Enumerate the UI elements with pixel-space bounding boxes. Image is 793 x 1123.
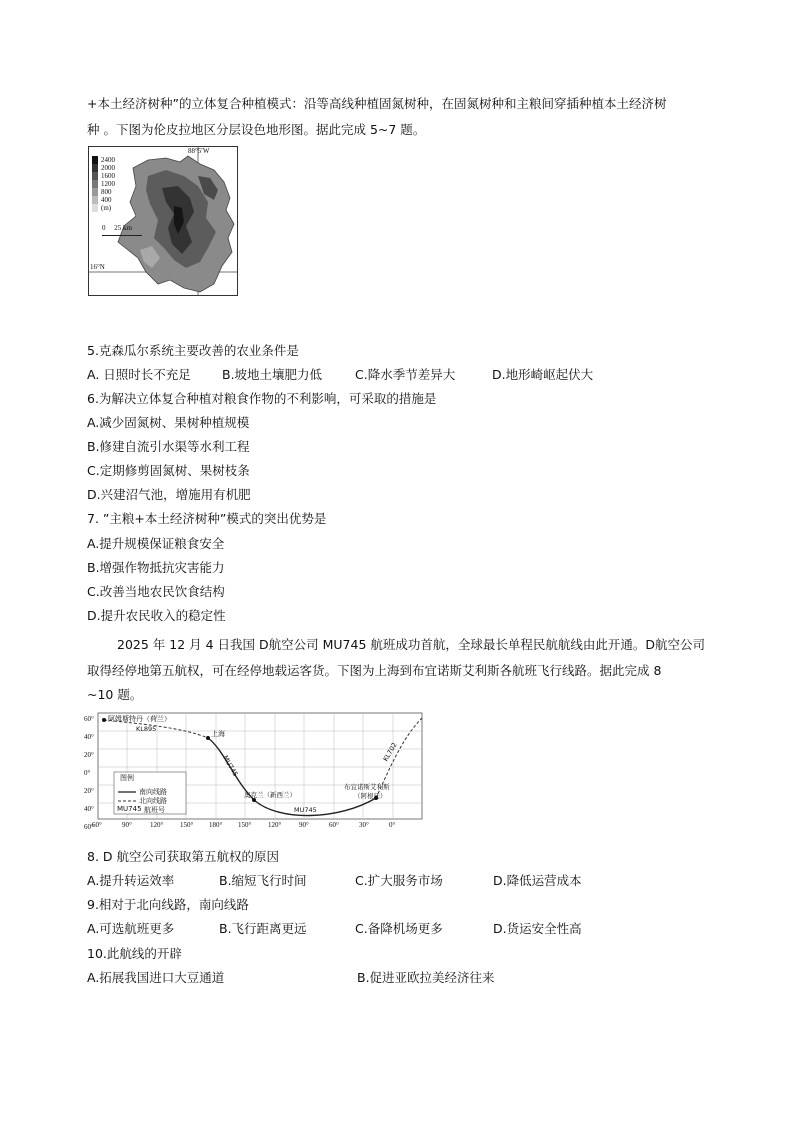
auckland-label: 奥克兰（新西兰） [244, 791, 296, 799]
legend-value-800: 800 [101, 188, 112, 196]
q7-option-d[interactable]: D.提升农民收入的稳定性 [87, 608, 226, 623]
y-label-60s: 60° [84, 823, 94, 831]
legend-code-text: 航班号 [144, 806, 165, 814]
q8-option-b[interactable]: B.缩短飞行时间 [219, 873, 307, 888]
q9-stem: 9.相对于北向线路，南向线路 [87, 897, 249, 912]
x-label-10: 30° [359, 821, 369, 829]
q5-option-c[interactable]: C.降水季节差异大 [355, 367, 456, 382]
q5-options [87, 366, 727, 384]
legend-value-400: 400 [101, 196, 112, 204]
y-label-0: 0° [84, 769, 91, 777]
q10-option-b[interactable]: B.促进亚欧拉美经济往来 [357, 970, 495, 985]
passage2-line-3: ~10 题。 [87, 687, 143, 702]
q10-options [87, 969, 727, 987]
q9-option-d[interactable]: D.货运安全性高 [493, 921, 582, 936]
q9-option-c[interactable]: C.备降机场更多 [355, 921, 443, 936]
legend-unit: (m) [101, 204, 112, 212]
x-label-6: 150° [238, 821, 252, 829]
scale-bar [102, 233, 142, 236]
legend-value-1600: 1600 [101, 172, 115, 180]
passage2-line-2: 取得经停地第五航权，可在经停地载运客货。下图为上海到布宜诺斯艾利斯各航班飞行线路。据此完成 8 [87, 663, 662, 678]
q10-option-a[interactable]: A.拓展我国进口大豆通道 [87, 970, 225, 985]
amsterdam-label: 阿姆斯特丹（荷兰） [108, 715, 171, 723]
q8-option-d[interactable]: D.降低运营成本 [493, 873, 582, 888]
passage2-line-1: 2025 年 12 月 4 日我国 D航空公司 MU745 航班成功首航，全球最长单程民航航线由此开通。D航空公司 [117, 637, 706, 652]
shanghai-point [206, 736, 210, 740]
legend-south: 南向线路 [139, 788, 167, 796]
x-label-9: 60° [329, 821, 339, 829]
q8-options [87, 872, 727, 890]
x-label-8: 90° [299, 821, 309, 829]
latitude-label: 16°N [90, 263, 105, 271]
flight-mu745-b: MU745 [294, 806, 317, 814]
amsterdam-point [102, 718, 106, 722]
q10-stem: 10.此航线的开辟 [87, 946, 182, 961]
q6-option-b[interactable]: B.修建自流引水渠等水利工程 [87, 439, 250, 454]
elevation-legend [92, 156, 98, 212]
q6-option-c[interactable]: C.定期修剪固氮树、果树枝条 [87, 463, 250, 478]
y-label-20s: 20° [84, 787, 94, 795]
buenos-aires-label: 布宜诺斯艾利斯 [344, 783, 390, 791]
q5-option-d[interactable]: D.地形崎岖起伏大 [492, 367, 594, 382]
q8-stem: 8. D 航空公司获取第五航权的原因 [87, 849, 279, 864]
q5-option-b[interactable]: B.坡地土壤肥力低 [222, 367, 323, 382]
x-label-7: 120° [268, 821, 282, 829]
q9-option-a[interactable]: A.可选航班更多 [87, 921, 175, 936]
q6-option-d[interactable]: D.兴建沼气池，增施用有机肥 [87, 487, 251, 502]
shanghai-label: 上海 [211, 730, 225, 738]
legend-north: 北向线路 [139, 797, 167, 805]
q7-option-c[interactable]: C.改善当地农民饮食结构 [87, 584, 225, 599]
q7-option-a[interactable]: A.提升规模保证粮食安全 [87, 536, 225, 551]
y-label-60n: 60° [84, 715, 94, 723]
x-label-11: 0° [389, 821, 396, 829]
intro-line-1: +本土经济树种”的立体复合种植模式：沿等高线种植固氮树种，在固氮树种和主粮间穿插种植本土经济树 [87, 96, 667, 111]
q7-option-b[interactable]: B.增强作物抵抗灾害能力 [87, 560, 225, 575]
flight-kl702: KL702 [381, 741, 399, 763]
q8-option-a[interactable]: A.提升转运效率 [87, 873, 175, 888]
q6-option-a[interactable]: A.减少固氮树、果树种植规模 [87, 415, 250, 430]
x-label-2: 90° [122, 821, 132, 829]
argentina-label: （阿根廷） [354, 792, 387, 800]
x-label-1: 60° [92, 821, 102, 829]
q8-option-c[interactable]: C.扩大服务市场 [355, 873, 443, 888]
flight-mu745-a: MU745 [221, 754, 240, 778]
flight-route-map [84, 710, 429, 832]
q9-option-b[interactable]: B.飞行距离更远 [219, 921, 307, 936]
y-label-40s: 40° [84, 805, 94, 813]
y-label-20n: 20° [84, 751, 94, 759]
y-label-40n: 40° [84, 733, 94, 741]
q7-stem: 7. ”主粮+本土经济树种”模式的突出优势是 [87, 511, 327, 526]
legend-value-2400: 2400 [101, 156, 115, 164]
q6-stem: 6.为解决立体复合种植对粮食作物的不利影响，可采取的措施是 [87, 391, 437, 406]
x-label-3: 120° [150, 821, 164, 829]
flight-kl895: KL895 [136, 725, 157, 733]
legend-code-example: MU745 [117, 805, 142, 813]
intro-line-2: 种 。下图为伦皮拉地区分层设色地形图。据此完成 5~7 题。 [87, 122, 426, 137]
q5-stem: 5.克森瓜尔系统主要改善的农业条件是 [87, 343, 299, 358]
legend-value-2000: 2000 [101, 164, 115, 172]
topographic-map [88, 146, 238, 296]
q5-option-a[interactable]: A. 日照时长不充足 [87, 367, 191, 382]
q9-options [87, 920, 727, 938]
legend-value-1200: 1200 [101, 180, 115, 188]
x-label-5: 180° [209, 821, 223, 829]
x-label-4: 150° [180, 821, 194, 829]
legend-title: 图例 [120, 774, 134, 782]
longitude-label: 88°5′W [188, 147, 210, 155]
scale-bar-label: 0 25 km [102, 224, 132, 232]
